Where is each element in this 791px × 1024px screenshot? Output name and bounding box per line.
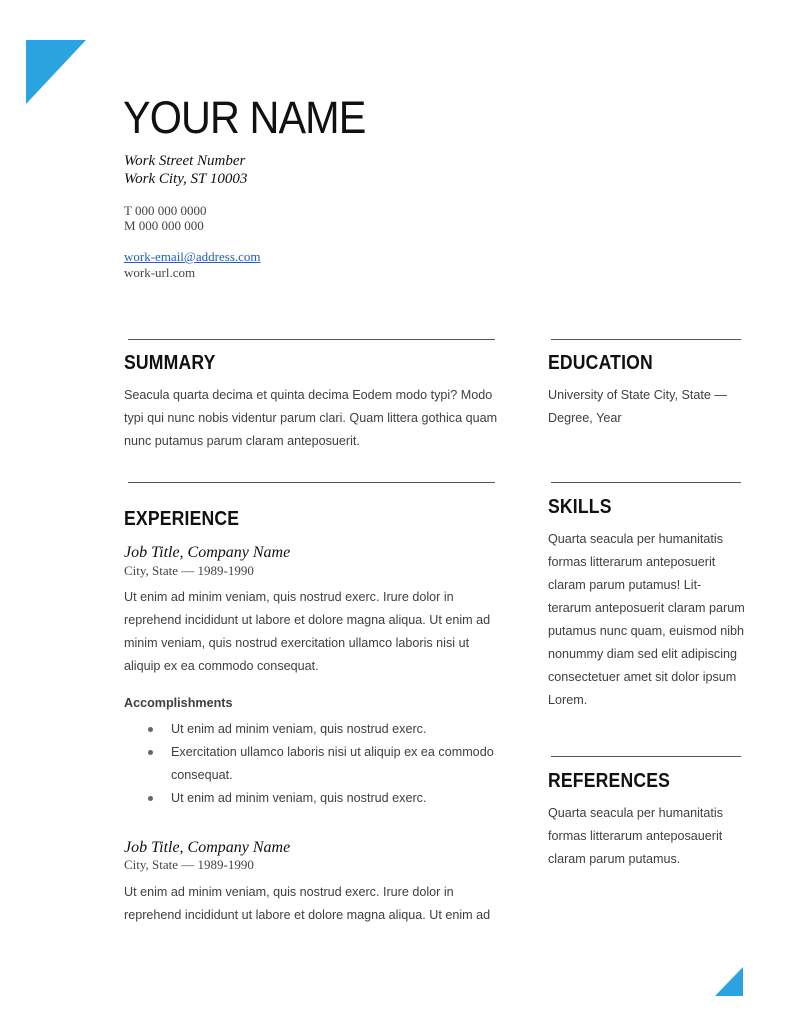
summary-line: Seacula quarta decima et quinta decima Eodem modo typi? Modo — [124, 388, 493, 402]
skills-line: terarum anteposuerit claram parum — [548, 601, 745, 615]
job-title: Job Title, Company Name — [124, 839, 291, 856]
skills-text — [548, 528, 758, 712]
bullet-icon — [148, 796, 153, 801]
job-description-line: reprehend incididunt ut labore et dolore magna aliqua. Ut enim ad — [124, 613, 491, 627]
resume-name: YOUR NAME — [123, 92, 366, 143]
skills-line: nonummy diam sed elit adipiscing — [548, 647, 737, 661]
skills-heading: SKILLS — [548, 496, 612, 518]
accomplishment-text: Ut enim ad minim veniam, quis nostrud exerc. — [171, 791, 427, 805]
education-text — [548, 384, 748, 430]
summary-text — [124, 384, 504, 453]
education-line: University of State City, State — — [548, 388, 727, 402]
education-line: Degree, Year — [548, 411, 622, 425]
skills-line: putamus nunc quam, euismod nibh — [548, 624, 745, 638]
list-item — [124, 787, 504, 810]
experience-heading: EXPERIENCE — [124, 508, 240, 530]
skills-line: Quarta seacula per humanitatis — [548, 532, 724, 546]
phone-number: T 000 000 0000 — [124, 203, 207, 218]
references-line: formas litterarum anteposauerit — [548, 829, 723, 843]
corner-triangle-bottom-right — [715, 967, 743, 996]
skills-divider — [551, 482, 741, 483]
job-description-line: Ut enim ad minim veniam, quis nostrud exerc. Irure dolor in — [124, 885, 454, 899]
job-description — [124, 586, 504, 678]
skills-line: Lorem. — [548, 693, 588, 707]
job-description-line: Ut enim ad minim veniam, quis nostrud exerc. Irure dolor in — [124, 590, 454, 604]
job-description-line: minim veniam, quis nostrud exercitation ullamco laboris nisi ut — [124, 636, 470, 650]
skills-line: claram parum putamus! Lit- — [548, 578, 702, 592]
summary-heading: SUMMARY — [124, 352, 216, 374]
accomplishment-text: Exercitation ullamco laboris nisi ut aliquip ex ea commodo consequat. — [171, 745, 494, 782]
list-item — [124, 718, 504, 741]
summary-divider — [128, 339, 495, 340]
accomplishments-label: Accomplishments — [124, 696, 233, 710]
job-description-line: reprehend incididunt ut labore et dolore magna aliqua. Ut enim ad — [124, 908, 491, 922]
skills-line: consectetuer amet sit dolor ipsum — [548, 670, 737, 684]
mobile-number: M 000 000 000 — [124, 218, 204, 233]
job-description-line: aliquip ex ea commodo consequat. — [124, 659, 319, 673]
references-heading: REFERENCES — [548, 770, 671, 792]
job-location-dates: City, State — 1989-1990 — [124, 563, 254, 578]
street-address: Work Street Number — [124, 153, 246, 169]
accomplishments-list — [124, 718, 504, 810]
list-item — [124, 741, 504, 787]
job-title: Job Title, Company Name — [124, 544, 291, 561]
city-address: Work City, ST 10003 — [124, 171, 248, 187]
bullet-icon — [148, 750, 153, 755]
job-location-dates: City, State — 1989-1990 — [124, 857, 254, 872]
bullet-icon — [148, 727, 153, 732]
references-text — [548, 802, 758, 871]
education-heading: EDUCATION — [548, 352, 653, 374]
references-line: claram parum putamus. — [548, 852, 681, 866]
corner-triangle-top-left — [26, 40, 86, 104]
website-url: work-url.com — [124, 265, 196, 280]
skills-line: formas litterarum anteposuerit — [548, 555, 716, 569]
experience-divider — [128, 482, 495, 483]
summary-line: typi qui nunc nobis videntur parum clari. Quam littera gothica quam — [124, 411, 498, 425]
summary-line: nunc putamus parum claram anteposuerit. — [124, 434, 360, 448]
references-line: Quarta seacula per humanitatis — [548, 806, 724, 820]
education-divider — [551, 339, 741, 340]
references-divider — [551, 756, 741, 757]
job-description — [124, 881, 504, 927]
email-link[interactable]: work-email@address.com — [124, 249, 261, 264]
accomplishment-text: Ut enim ad minim veniam, quis nostrud exerc. — [171, 722, 427, 736]
